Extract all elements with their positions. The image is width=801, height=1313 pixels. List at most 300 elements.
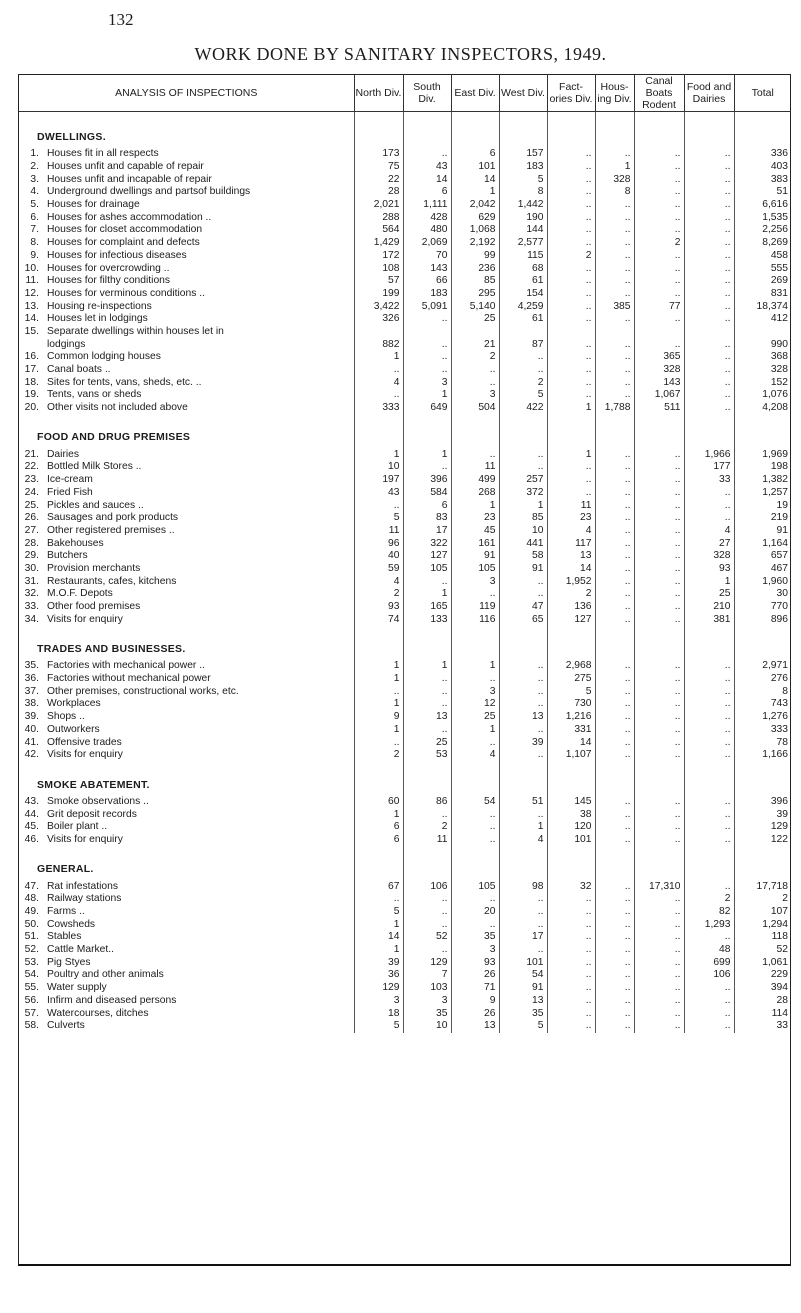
value-cell: .. [499,906,547,919]
value-cell: 4,208 [734,402,791,415]
row-label: Smoke observations .. [47,795,149,807]
empty-cell [684,112,734,149]
table-row [19,364,791,377]
row-label: Houses for infectious diseases [47,249,187,261]
value-cell: 77 [634,300,684,313]
value-cell: .. [403,906,451,919]
row-label-cell [19,389,354,402]
value-cell: .. [403,698,451,711]
row-number: 22. [24,461,39,473]
row-label: Tents, vans or sheds [47,389,142,401]
value-cell: 1,952 [547,575,595,588]
value-cell: 1 [354,351,403,364]
table-row [19,237,791,250]
value-cell: 36 [354,969,403,982]
row-number: 46. [24,833,39,845]
value-cell: 5 [499,389,547,402]
row-number: 51. [24,931,39,943]
empty-cell [595,626,634,660]
value-cell: .. [684,660,734,673]
row-label: Factories without mechanical power [47,673,211,685]
row-label: Factories with mechanical power .. [47,660,205,672]
row-label-cell [19,1007,354,1020]
row-label: Houses for overcrowding .. [47,262,170,274]
table-row [19,724,791,737]
value-cell: 43 [354,487,403,500]
section-title: GENERAL. [37,863,94,876]
value-cell: .. [634,563,684,576]
value-cell: 1,293 [684,918,734,931]
value-cell: .. [547,474,595,487]
value-cell: 53 [403,749,451,762]
value-cell: .. [499,944,547,957]
row-label-cell [19,537,354,550]
row-label: Shops .. [47,711,85,723]
value-cell [734,326,791,339]
value-cell: 21 [451,338,499,351]
row-label-cell [19,161,354,174]
value-cell: .. [547,906,595,919]
value-cell: .. [595,313,634,326]
value-cell: .. [684,211,734,224]
value-cell: 383 [734,173,791,186]
value-cell: 114 [734,1007,791,1020]
value-cell: 11 [547,499,595,512]
value-cell: .. [403,893,451,906]
section-title-cell [19,846,354,880]
value-cell: 40 [354,550,403,563]
empty-cell [354,112,403,149]
value-cell: 412 [734,313,791,326]
empty-cell [595,846,634,880]
value-cell: 54 [451,796,499,809]
value-cell: 1 [354,918,403,931]
value-cell: .. [547,969,595,982]
value-cell: 86 [403,796,451,809]
value-cell: .. [634,186,684,199]
value-cell: 66 [403,275,451,288]
value-cell: 4 [499,834,547,847]
value-cell: 52 [403,931,451,944]
value-cell: .. [684,880,734,893]
value-cell: .. [547,237,595,250]
value-cell: .. [595,376,634,389]
value-cell: 183 [403,288,451,301]
value-cell: 1,535 [734,211,791,224]
table-row [19,944,791,957]
value-cell: 328 [684,550,734,563]
value-cell: 3 [403,376,451,389]
value-cell: .. [684,376,734,389]
row-label-cell [19,834,354,847]
table-row [19,821,791,834]
value-cell: .. [595,461,634,474]
row-number: 37. [24,685,39,697]
value-cell: 101 [499,956,547,969]
value-cell: 23 [547,512,595,525]
empty-cell [734,414,791,448]
value-cell: .. [595,448,634,461]
value-cell: .. [547,931,595,944]
row-number: 2. [30,161,39,173]
value-cell: 13 [403,711,451,724]
row-number: 3. [30,173,39,185]
value-cell: .. [451,808,499,821]
page-title: WORK DONE BY SANITARY INSPECTORS, 1949. [194,44,607,64]
value-cell: 10 [354,461,403,474]
value-cell: 116 [451,613,499,626]
value-cell: 2 [547,250,595,263]
value-cell: 2,256 [734,224,791,237]
value-cell: .. [684,313,734,326]
value-cell: .. [684,931,734,944]
value-cell: 730 [547,698,595,711]
row-label-cell [19,402,354,415]
value-cell: .. [499,808,547,821]
value-cell: .. [595,660,634,673]
value-cell: .. [634,275,684,288]
row-number: 13. [24,300,39,312]
value-cell: .. [595,685,634,698]
value-cell: 117 [547,537,595,550]
row-label: Watercourses, ditches [47,1007,149,1019]
table-row [19,250,791,263]
value-cell: 1,076 [734,389,791,402]
value-cell [684,326,734,339]
value-cell: 48 [684,944,734,957]
value-cell: .. [595,698,634,711]
value-cell: .. [595,275,634,288]
value-cell: 396 [734,796,791,809]
value-cell: .. [684,808,734,821]
row-label: Restaurants, cafes, kitchens [47,575,177,587]
value-cell: .. [595,1007,634,1020]
value-cell: 26 [451,1007,499,1020]
value-cell: 9 [354,711,403,724]
value-cell: 59 [354,563,403,576]
value-cell: 1 [547,402,595,415]
value-cell: 4 [684,525,734,538]
value-cell [451,326,499,339]
inspections-table [19,75,791,1033]
value-cell: .. [595,749,634,762]
value-cell: .. [499,660,547,673]
value-cell: .. [547,148,595,161]
value-cell: 2,069 [403,237,451,250]
value-cell: 2,042 [451,199,499,212]
value-cell: 58 [499,550,547,563]
value-cell: .. [403,724,451,737]
table-row [19,749,791,762]
row-label-cell [19,698,354,711]
value-cell: 103 [403,982,451,995]
value-cell: .. [547,918,595,931]
row-label: Sausages and pork products [47,512,179,524]
value-cell: 5 [499,1020,547,1033]
value-cell: 23 [451,512,499,525]
value-cell: 65 [499,613,547,626]
value-cell: .. [684,338,734,351]
value-cell: .. [684,389,734,402]
row-label-cell [19,944,354,957]
row-label-cell [19,364,354,377]
value-cell: 198 [734,461,791,474]
value-cell: 657 [734,550,791,563]
value-cell: 99 [451,250,499,263]
table-row [19,685,791,698]
value-cell: 882 [354,338,403,351]
value-cell: .. [684,199,734,212]
value-cell: .. [684,796,734,809]
value-cell: 1 [403,588,451,601]
value-cell: 190 [499,211,547,224]
section-title-cell [19,414,354,448]
value-cell: .. [684,834,734,847]
value-cell: 107 [734,906,791,919]
value-cell: 3 [451,575,499,588]
row-label-cell [19,613,354,626]
row-number: 33. [24,601,39,613]
value-cell: .. [595,893,634,906]
value-cell: 118 [734,931,791,944]
value-cell: 35 [499,1007,547,1020]
value-cell: 649 [403,402,451,415]
value-cell: .. [547,944,595,957]
value-cell: .. [634,262,684,275]
value-cell: 2,021 [354,199,403,212]
row-label: Cattle Market.. [47,944,114,956]
value-cell: 1 [547,448,595,461]
value-cell: .. [547,956,595,969]
value-cell: 5,091 [403,300,451,313]
table-row [19,224,791,237]
value-cell: 47 [499,601,547,614]
row-label: Sites for tents, vans, sheds, etc. .. [47,376,202,388]
column-header: South Div. [403,75,451,112]
row-number [19,339,47,351]
empty-cell [403,762,451,796]
value-cell: .. [634,613,684,626]
value-cell: .. [499,918,547,931]
value-cell: .. [403,808,451,821]
value-cell: 328 [734,364,791,377]
value-cell: .. [634,474,684,487]
value-cell: .. [634,1020,684,1033]
value-cell: .. [403,673,451,686]
value-cell: 5 [547,685,595,698]
value-cell: .. [634,918,684,931]
row-number: 21. [24,448,39,460]
row-label-cell [19,487,354,500]
value-cell: 831 [734,288,791,301]
row-number: 6. [30,211,39,223]
empty-cell [595,414,634,448]
value-cell: .. [547,224,595,237]
row-label-cell [19,749,354,762]
value-cell: 33 [684,474,734,487]
row-label: Visits for enquiry [47,613,123,625]
value-cell: 511 [634,402,684,415]
empty-cell [499,626,547,660]
value-cell: 30 [734,588,791,601]
value-cell [595,326,634,339]
table-row [19,262,791,275]
row-number: 40. [24,723,39,735]
value-cell: .. [634,821,684,834]
row-label: Houses for drainage [47,199,140,211]
value-cell: .. [684,673,734,686]
value-cell: .. [634,338,684,351]
value-cell: 1,442 [499,199,547,212]
row-label-cell [19,808,354,821]
row-label: Provision merchants [47,562,141,574]
value-cell: .. [634,199,684,212]
empty-cell [595,762,634,796]
value-cell: .. [547,300,595,313]
row-number: 43. [24,795,39,807]
value-cell: .. [595,364,634,377]
row-number: 44. [24,808,39,820]
row-label: Pickles and sauces .. [47,499,144,511]
value-cell: 98 [499,880,547,893]
row-number: 10. [24,262,39,274]
value-cell: 25 [451,711,499,724]
value-cell: .. [684,685,734,698]
value-cell: 1,216 [547,711,595,724]
value-cell: 161 [451,537,499,550]
value-cell: 68 [499,262,547,275]
value-cell: .. [595,995,634,1008]
value-cell: .. [354,389,403,402]
row-label: Water supply [47,982,107,994]
row-label-cell [19,1020,354,1033]
value-cell: 39 [499,736,547,749]
row-label-cell [19,288,354,301]
table-row [19,275,791,288]
row-label: Houses fit in all respects [47,148,159,160]
value-cell: 236 [451,262,499,275]
section-title-cell [19,112,354,149]
inspections-table-frame [18,74,791,1266]
table-row [19,796,791,809]
section-title: DWELLINGS. [37,131,106,143]
value-cell: .. [547,161,595,174]
value-cell: 4 [547,525,595,538]
row-label: Dairies [47,448,80,460]
value-cell: .. [634,956,684,969]
value-cell: 328 [634,364,684,377]
table-row [19,211,791,224]
value-cell: .. [634,995,684,1008]
value-cell: .. [547,288,595,301]
table-row [19,1007,791,1020]
column-header: North Div. [354,75,403,112]
value-cell: .. [634,173,684,186]
table-row [19,148,791,161]
value-cell: .. [634,796,684,809]
row-label-cell [19,724,354,737]
value-cell: .. [595,499,634,512]
row-label-cell [19,338,354,351]
value-cell: .. [595,931,634,944]
value-cell: 17,310 [634,880,684,893]
value-cell: 154 [499,288,547,301]
value-cell: 219 [734,512,791,525]
value-cell [403,326,451,339]
value-cell: .. [595,808,634,821]
value-cell: .. [634,250,684,263]
value-cell: .. [595,956,634,969]
row-label-cell [19,906,354,919]
value-cell: 136 [547,601,595,614]
table-row [19,575,791,588]
row-label: Stables [47,931,82,943]
value-cell: .. [684,402,734,415]
value-cell: 25 [403,736,451,749]
value-cell: .. [499,698,547,711]
value-cell: 328 [595,173,634,186]
value-cell: 5 [354,512,403,525]
value-cell: 165 [403,601,451,614]
row-label: Offensive trades [47,736,122,748]
value-cell: 5 [499,173,547,186]
row-label-cell [19,525,354,538]
value-cell: .. [634,724,684,737]
value-cell: 17 [499,931,547,944]
value-cell: .. [547,313,595,326]
value-cell: 6 [451,148,499,161]
table-body [19,112,791,1033]
row-number: 50. [24,918,39,930]
row-number: 29. [24,550,39,562]
column-header: Fact- ories Div. [547,75,595,112]
value-cell: .. [547,186,595,199]
value-cell: 9 [451,995,499,1008]
row-number: 5. [30,199,39,211]
value-cell: 33 [734,1020,791,1033]
value-cell: .. [684,487,734,500]
table-row [19,880,791,893]
section-heading-row [19,762,791,796]
row-label-cell [19,250,354,263]
row-number: 19. [24,389,39,401]
value-cell: 157 [499,148,547,161]
table-row [19,969,791,982]
empty-cell [354,626,403,660]
value-cell: 13 [451,1020,499,1033]
value-cell: .. [451,736,499,749]
value-cell: .. [499,673,547,686]
row-label: Farms .. [47,906,85,918]
section-title: SMOKE ABATEMENT. [37,778,150,791]
row-label-cell [19,499,354,512]
table-row [19,376,791,389]
value-cell: 1 [451,499,499,512]
value-cell: .. [499,588,547,601]
value-cell: .. [547,376,595,389]
table-row [19,1020,791,1033]
row-label-cell [19,351,354,364]
value-cell: 1,276 [734,711,791,724]
value-cell: .. [354,364,403,377]
value-cell: 6 [403,499,451,512]
value-cell: 11 [451,461,499,474]
value-cell: 1 [499,499,547,512]
value-cell: 51 [734,186,791,199]
value-cell: 54 [499,969,547,982]
value-cell: 14 [547,736,595,749]
empty-cell [634,112,684,149]
